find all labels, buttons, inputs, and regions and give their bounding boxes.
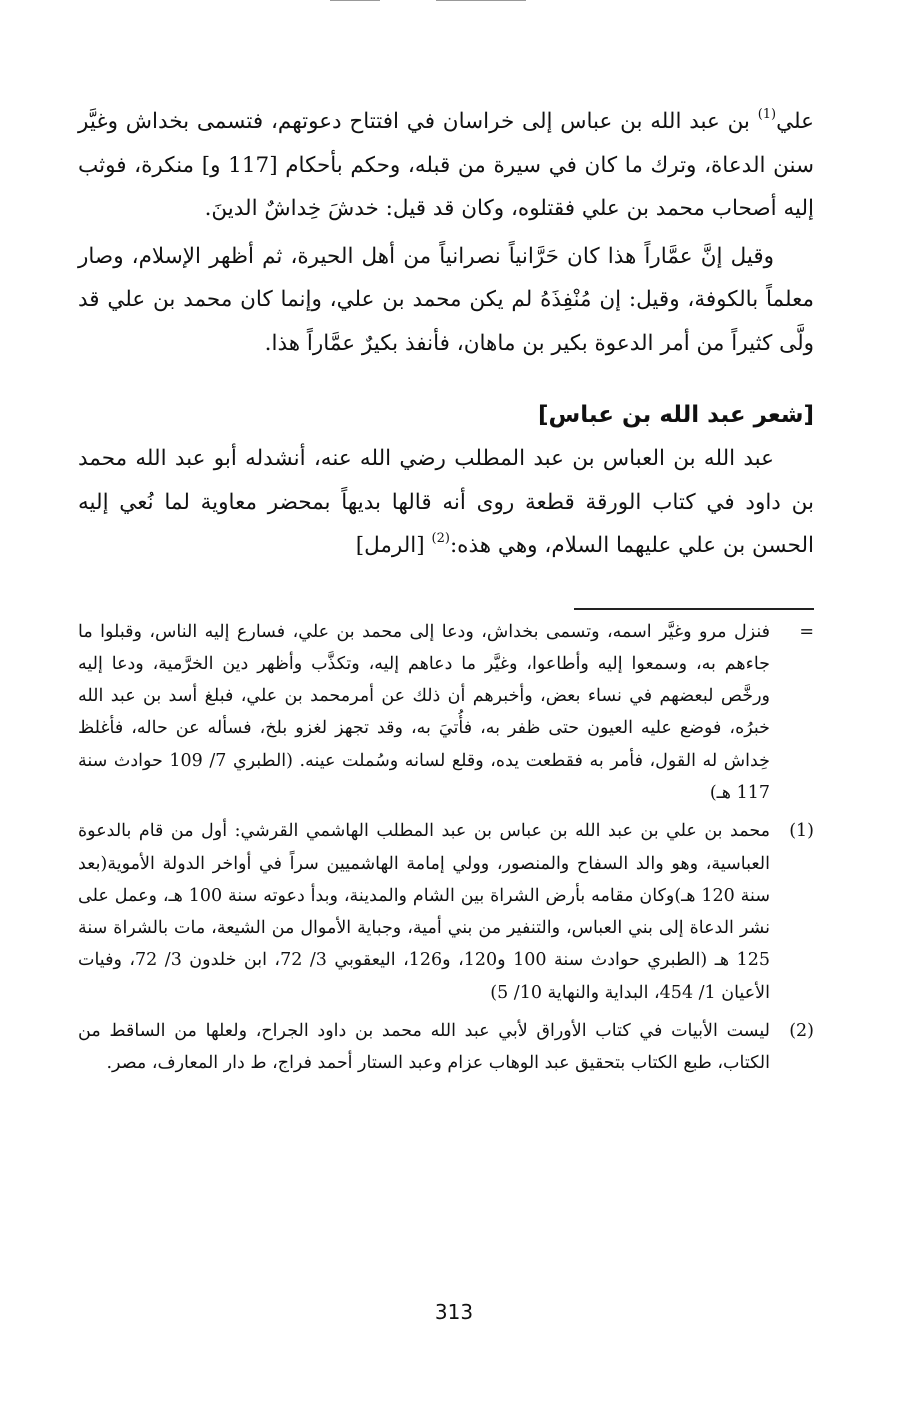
footnote-mark: (1) <box>789 821 814 842</box>
body-paragraph-3 <box>78 437 814 568</box>
footnote-mark: = <box>799 621 814 642</box>
footnote-mark: (2) <box>789 1021 814 1042</box>
poem-meter: [الرمل] <box>355 533 432 558</box>
footnote-2 <box>78 1015 814 1080</box>
section-heading: [شعر عبد الله بن عباس] <box>537 402 814 428</box>
footnote-1 <box>78 815 814 1009</box>
body-paragraph-2: وقيل إنَّ عمَّاراً هذا كان حَرَّانياً نصرانياً من أهل الحيرة، ثم أظهر الإسلام، وصار معلماً بالكوفة، وقيل: إن مُنْفِذَهُ لم يكن محمد بن علي، وإنما كان محمد بن علي قد ولَّى كثيراً من أمر الدعوة بكير بن ماهان، فأنفذ بكيرٌ عمَّاراً هذا. <box>78 243 814 356</box>
body-paragraph-1 <box>78 100 814 231</box>
page-content <box>78 100 814 1080</box>
footnote-text: فنزل مرو وغيَّر اسمه، وتسمى بخداش، ودعا إلى محمد بن علي، فسارع إليه الناس، وقبلوا ما جاءهم به، وسمعوا إليه وأطاعوا، وغيَّر ما دعاهم إليه، وتكذَّب وأظهر دين الخرَّمية، ودعا إليه ورخَّص لبعضهم في نساء بعض، وأخبرهم أن ذلك عن أمرمحمد بن علي، فبلغ أسد بن عبد الله خبرُه، فوضع عليه العيون حتى ظفر به، فأُتيَ به، وقد تجهز لغزو بلخ، فسأله عن حاله، فأغلظ خِداش له القول، فأمر به فقطعت يده، وقلع لسانه وسُملت عينه. (الطبري 7/ 109 حوادث سنة 117 هـ) <box>78 621 770 803</box>
footnote-ref-2: (2) <box>431 531 450 546</box>
footnote-separator <box>574 608 814 610</box>
footnote-ref-1: (1) <box>757 107 777 122</box>
footnote-text: ليست الأبيات في كتاب الأوراق لأبي عبد الله محمد بن داود الجراح، ولعلها من الساقط من الكتاب، طبع الكتاب بتحقيق عبد الوهاب عزام وعبد الستار أحمد فراج، ط دار المعارف، مصر. <box>78 1021 770 1074</box>
footnote-continued <box>78 616 814 810</box>
footnote-text: محمد بن علي بن عبد الله بن عباس بن عبد المطلب الهاشمي القرشي: أول من قام بالدعوة العباسية، وهو والد السفاح والمنصور، وولي إمامة الهاشميين سراً في أواخر الدولة الأموية(بعد سنة 120 هـ)وكان مقامه بأرض الشراة بين الشام والمدينة، وبدأ دعوته سنة 100 هـ، وعمل على نشر الدعاة إلى بني العباس، والتنفير من بني أمية، وجباية الأموال من الشيعة، مات بالشراة سنة 125 هـ (الطبري حوادث سنة 100 و120، و126، اليعقوبي 3/ 72، ابن خلدون 3/ 72، وفيات الأعيان 1/ 454، البداية والنهاية 10/ 5) <box>78 821 771 1003</box>
para3-text: عبد الله بن العباس بن عبد المطلب رضي الله عنه، أنشدله أبو عبد الله محمد بن داود في كتاب الورقة قطعة روى أنه قالها بديهاً بمحضر معاوية لما نُعي إليه الحسن بن علي عليهما السلام، وهي هذه: <box>78 446 814 558</box>
para1-rest: بن عبد الله بن عباس إلى خراسان في افتتاح دعوتهم، فتسمى بخداش وغيَّر سنن الدعاة، وترك ما كان في سيرة من قبله، وحكم بأحكام [117 و] منكرة، فوثب إليه أصحاب محمد بن علي فقتلوه، وكان قد قيل: خدشَ خِداشٌ الدينَ. <box>78 109 814 221</box>
para1-start: علي <box>776 109 814 134</box>
top-rule-left <box>330 0 380 1</box>
top-rule-right <box>436 0 526 1</box>
page-number: 313 <box>434 1300 474 1324</box>
